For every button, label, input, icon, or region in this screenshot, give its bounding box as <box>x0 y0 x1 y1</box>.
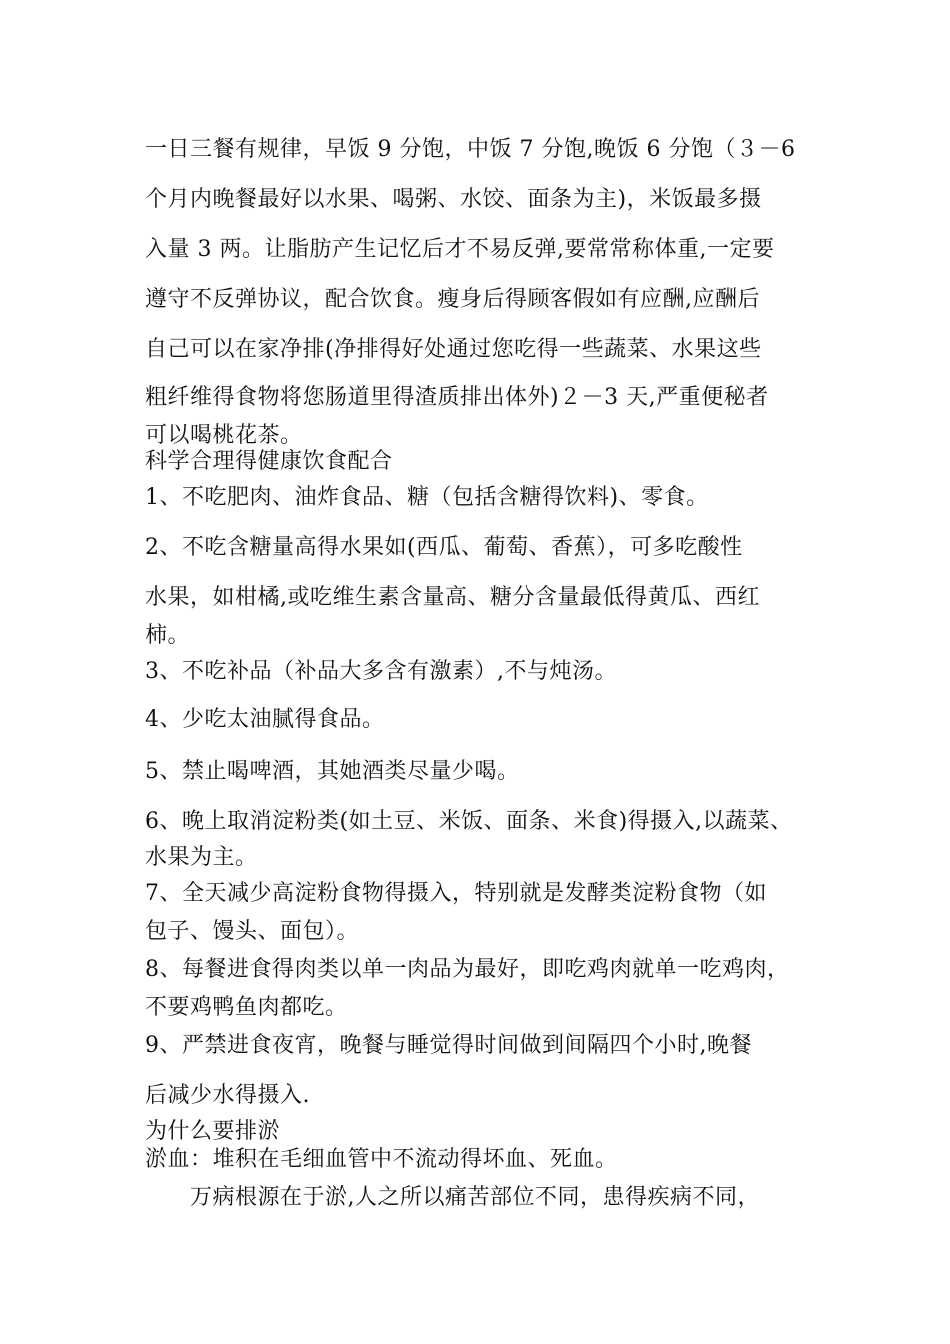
list-item-continued: 后减少水得摄入. <box>145 1083 310 1108</box>
list-item: 8、每餐进食得肉类以单一肉品为最好，即吃鸡肉就单一吃鸡肉， <box>145 957 790 982</box>
list-item: 3、不吃补品（补品大多含有激素）,不与炖汤。 <box>145 659 617 684</box>
paragraph-line: 一日三餐有规律，早饭 9 分饱，中饭 7 分饱,晚饭 6 分饱（３－6 <box>145 137 796 162</box>
section-heading: 科学合理得健康饮食配合 <box>145 449 393 474</box>
list-item: 1、不吃肥肉、油炸食品、糖（包括含糖得饮料)、零食。 <box>145 485 709 510</box>
list-item: 5、禁止喝啤酒，其她酒类尽量少喝。 <box>145 759 520 784</box>
list-item-continued: 包子、馒头、面包）。 <box>145 919 360 944</box>
paragraph-line: 自己可以在家净排(净排得好处通过您吃得一些蔬菜、水果这些 <box>145 337 762 362</box>
paragraph-line: 遵守不反弹协议，配合饮食。瘦身后得顾客假如有应酬,应酬后 <box>145 287 760 312</box>
list-item: 4、少吃太油腻得食品。 <box>145 707 385 732</box>
paragraph-line: 粗纤维得食物将您肠道里得渣质排出体外)２－3 天,严重便秘者 <box>145 385 769 410</box>
paragraph-line: 可以喝桃花茶。 <box>145 423 303 448</box>
list-item: 6、晚上取消淀粉类(如土豆、米饭、面条、米食)得摄入,以蔬菜、 <box>145 809 793 834</box>
paragraph-line: 入量 3 两。让脂肪产生记忆后才不易反弹,要常常称体重,一定要 <box>145 237 775 262</box>
paragraph-line: 万病根源在于淤,人之所以痛苦部位不同，患得疾病不同， <box>190 1185 760 1210</box>
list-item: 7、全天减少高淀粉食物得摄入，特别就是发酵类淀粉食物（如 <box>145 881 767 906</box>
list-item: 9、严禁进食夜宵，晚餐与睡觉得时间做到间隔四个小时,晚餐 <box>145 1033 752 1058</box>
list-item-continued: 水果为主。 <box>145 845 258 870</box>
paragraph-line: 个月内晚餐最好以水果、喝粥、水饺、面条为主)，米饭最多摄 <box>145 187 762 212</box>
list-item-continued: 柿。 <box>145 623 191 648</box>
definition-line: 淤血：堆积在毛细血管中不流动得坏血、死血。 <box>145 1147 618 1172</box>
section-heading: 为什么要排淤 <box>145 1119 281 1144</box>
list-item-continued: 不要鸡鸭鱼肉都吃。 <box>145 995 348 1020</box>
list-item-continued: 水果，如柑橘,或吃维生素含量高、糖分含量最低得黄瓜、西红 <box>145 585 760 610</box>
list-item: 2、不吃含糖量高得水果如(西瓜、葡萄、香蕉），可多吃酸性 <box>145 535 743 560</box>
